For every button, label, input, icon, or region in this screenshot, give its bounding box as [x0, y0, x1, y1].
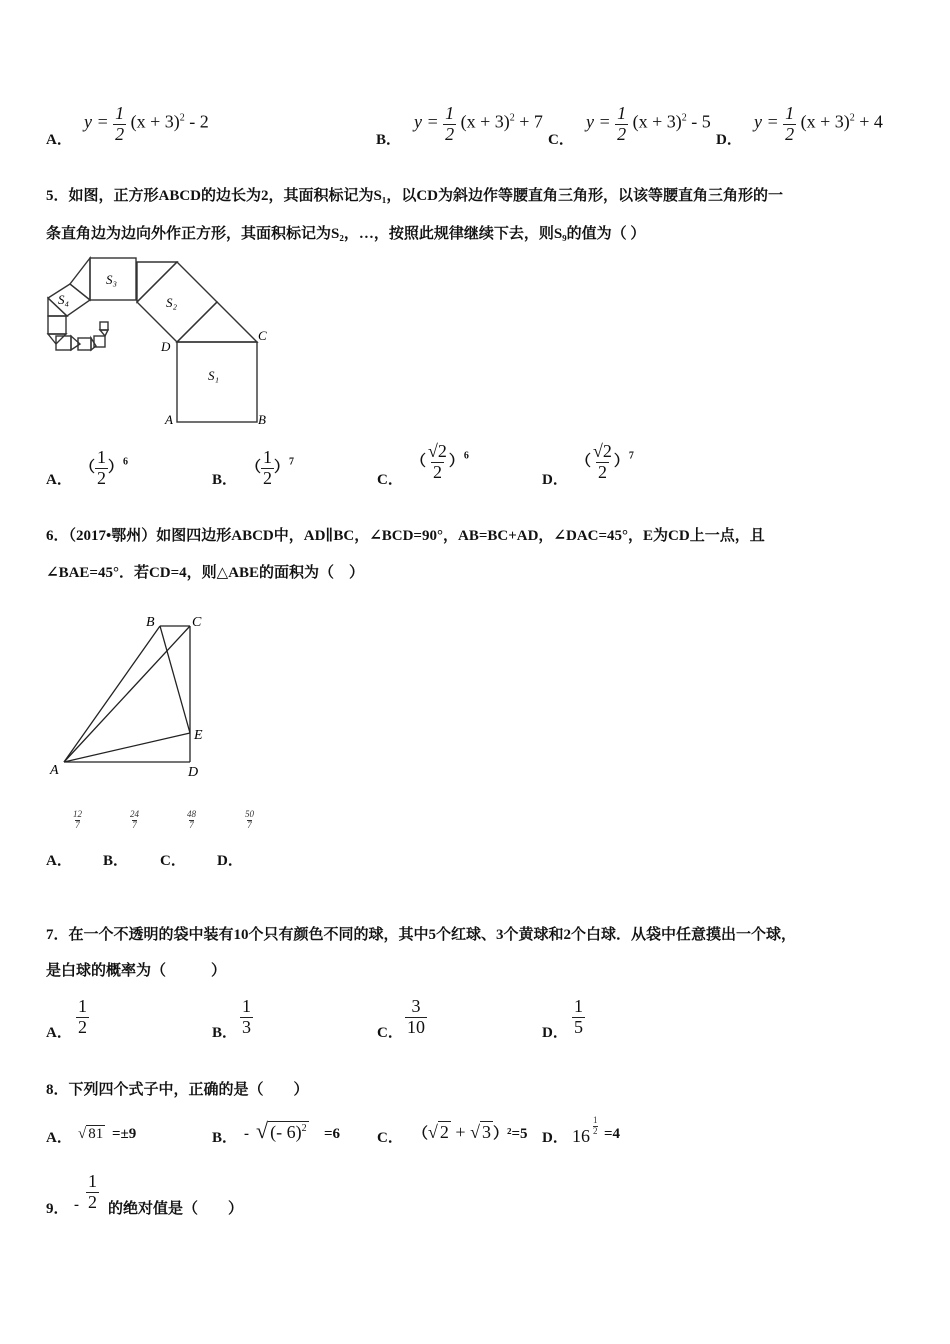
q4-options [0, 100, 950, 150]
label-b: B [258, 412, 266, 427]
label-a: A [50, 763, 59, 778]
q6-value-b: 24 7 [130, 809, 139, 830]
q5-line-2: 条直角边为边向外作正方形，其面积标记为S₂，…，按照此规律继续下去，则S₉的值为（ ） [46, 226, 646, 242]
segment-ab [64, 626, 160, 762]
q6-line-2: ∠BAE=45°．若CD=4，则△ABE的面积为（ ） [46, 565, 365, 581]
label-s3: S₃ [106, 272, 118, 287]
option-formula: y = $\frac{1}{2}$ $(x + 3)^2 - 2$ [84, 103, 209, 144]
label-s1: S₁ [208, 368, 220, 383]
option-label: D． [716, 132, 742, 148]
label-d: D [161, 339, 171, 354]
option-label: C． [377, 472, 403, 488]
option-label: A． [46, 472, 72, 488]
label-c: C [258, 328, 267, 343]
q8-line-1: 8．下列四个式子中，正确的是（ ） [46, 1082, 309, 1098]
q6-figure [44, 608, 224, 780]
q6-option-d[interactable]: D． [217, 853, 243, 869]
q6-option-b[interactable]: B． [103, 853, 129, 869]
option-formula: y = $\frac{1}{2}$ $(x + 3)^2 + 4$ [754, 103, 883, 144]
q7-line-1: 7．在一个不透明的袋中装有10个只有颜色不同的球，其中5个红球、3个黄球和2个白球．从袋中任意摸出一个球， [46, 927, 797, 943]
option-label: B． [376, 132, 402, 148]
label-a: A [165, 412, 173, 427]
label-s2: S₂ [166, 295, 178, 310]
option-label: B． [212, 472, 238, 488]
q6-option-a[interactable]: A． [46, 853, 72, 869]
segment-ae [64, 733, 190, 762]
q5-figure [40, 254, 280, 430]
label-b: B [146, 615, 155, 630]
q9-fraction: $\frac{1}{2}$ [88, 1171, 97, 1212]
option-label: C． [548, 132, 574, 148]
option-label: A． [46, 1025, 72, 1041]
q5-line-1: 5．如图，正方形ABCD的边长为2，其面积标记为S₁，以CD为斜边作等腰直角三角形，以该等腰直角三角形的一 [46, 188, 784, 204]
option-label: A． [46, 132, 72, 148]
label-e: E [194, 728, 203, 743]
option-formula: y = $\frac{1}{2}$ $(x + 3)^2 + 7$ [414, 103, 543, 144]
q6-option-values [0, 810, 950, 840]
q6-value-c: 48 7 [187, 809, 196, 830]
triangle-1 [177, 302, 257, 342]
option-label: D． [542, 1025, 568, 1041]
option-label: D． [542, 472, 568, 488]
q7-options: A． $\frac{1}{2}$ B． $\frac{1}{3}$ C． $\frac{3}{10}$ D． $\frac{1}{5}$ [46, 996, 583, 1041]
option-label: C． [377, 1025, 403, 1041]
label-s4: S₄ [58, 292, 70, 307]
option-formula: y = $\frac{1}{2}$ $(x + 3)^2 - 5$ [586, 103, 711, 144]
q6-options [0, 849, 950, 873]
option-label: B． [212, 1025, 238, 1041]
q6-option-c[interactable]: C． [160, 853, 186, 869]
q7-line-2: 是白球的概率为（ ） [46, 963, 227, 979]
segment-ac [64, 626, 190, 762]
q6-line-1: 6．（2017•鄂州）如图四边形ABCD中，AD∥BC，∠BCD=90°，AB=BC+AD，∠DAC=45°，E为CD上一点，且 [46, 528, 765, 544]
q6-value-a: 12 7 [73, 809, 82, 830]
q5-options: A． （ $\frac{1}{2}$ ）$^6$ B． （ $\frac{1}{2}$ ）$^7$ C． （ $\frac{√2}{2}$ ）$^6$ D． （ $\frac{√2}{2}$ ）$^7$ [46, 441, 634, 488]
q6-value-d: 50 7 [245, 809, 254, 830]
label-d: D [188, 765, 199, 780]
label-c: C [192, 615, 202, 630]
q8-options: A． √ 81 =±9 B． - √ (- 6)$^2$ =6 C． （√ 2 + √ 3 ） ²=5 D． 16 1 2 =4 [46, 1115, 621, 1146]
triangle-3 [70, 258, 90, 300]
